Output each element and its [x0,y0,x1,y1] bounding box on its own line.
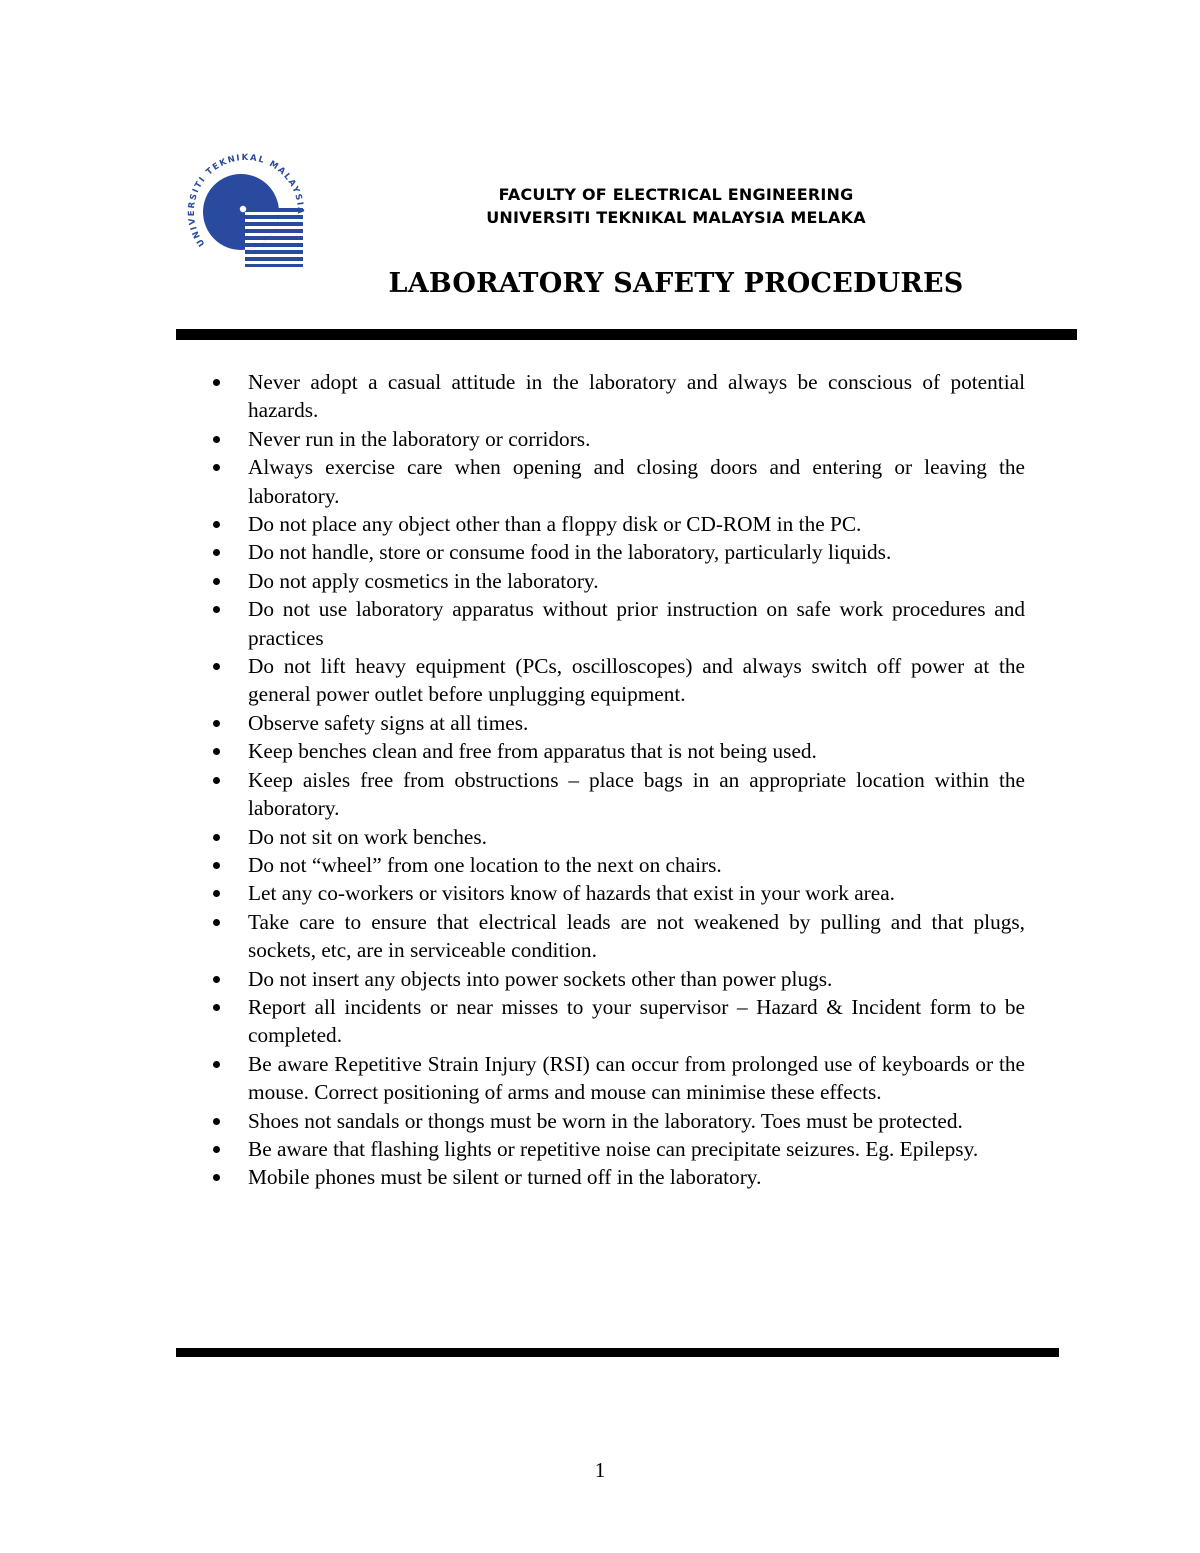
list-item [205,595,1025,652]
university-logo [183,152,307,276]
bullet-icon [213,1174,220,1181]
logo-stripes [245,208,303,267]
list-item-text: Always exercise care when opening and closing doors and entering or leaving the laboratory. [248,455,1025,508]
bullet-icon [213,890,220,897]
list-item-text: Be aware that flashing lights or repetitive noise can precipitate seizures. Eg. Epilepsy. [248,1136,979,1161]
list-item-text: Shoes not sandals or thongs must be worn in the laboratory. Toes must be protected. [248,1108,963,1133]
bullet-icon [213,862,220,869]
list-item [205,453,1025,510]
bottom-divider [176,1348,1059,1357]
list-item [205,1050,1025,1107]
list-item-text: Do not insert any objects into power sockets other than power plugs. [248,966,833,991]
list-item-text: Do not use laboratory apparatus without prior instruction on safe work procedures and practices [248,597,1025,650]
list-item-text: Keep benches clean and free from apparatus that is not being used. [248,739,817,764]
list-item [205,1107,1025,1135]
bullet-icon [213,748,220,755]
page-number: 1 [594,1458,606,1482]
list-item-text: Do not apply cosmetics in the laboratory. [248,568,599,593]
bullet-icon [213,919,220,926]
list-item-text: Never run in the laboratory or corridors. [248,426,591,451]
list-item [205,368,1025,425]
list-item-text: Observe safety signs at all times. [248,710,529,735]
page-title: LABORATORY SAFETY PROCEDURES [388,268,964,299]
list-item [205,1163,1025,1191]
list-item-text: Do not sit on work benches. [248,824,487,849]
bullet-icon [213,1146,220,1153]
list-item-text: Report all incidents or near misses to your supervisor – Hazard & Incident form to be completed. [248,994,1025,1048]
list-item [205,709,1025,737]
list-item [205,908,1025,965]
bullet-icon [213,976,220,983]
bullet-icon [213,464,220,471]
utem-logo-icon [183,152,307,276]
list-item [205,652,1025,709]
bullet-icon [213,436,220,443]
faculty-name: FACULTY OF ELECTRICAL ENGINEERING [498,185,854,204]
list-item-text: Do not handle, store or consume food in the laboratory, particularly liquids. [248,540,892,565]
bullet-icon [213,720,220,727]
list-item-text: Be aware Repetitive Strain Injury (RSI) can occur from prolonged use of keyboards or the mouse. Correct positioning of arms and mouse can minimise these effects. [248,1051,1025,1105]
list-item [205,766,1025,823]
list-item [205,510,1025,538]
bullet-icon [213,1004,220,1011]
list-item [205,1135,1025,1163]
list-item [205,737,1025,765]
list-item-text: Never adopt a casual attitude in the laboratory and always be conscious of potential hazards. [248,370,1025,423]
list-item-text: Take care to ensure that electrical leads are not weakened by pulling and that plugs, sockets, etc, are in serviceable condition. [248,909,1025,963]
list-item [205,538,1025,566]
bullet-icon [213,777,220,784]
list-item [205,567,1025,595]
bullet-icon [213,606,220,613]
list-item [205,879,1025,907]
list-item-text: Do not place any object other than a floppy disk or CD-ROM in the PC. [248,512,862,537]
bullet-icon [213,1118,220,1125]
university-name: UNIVERSITI TEKNIKAL MALAYSIA MELAKA [486,208,866,227]
bullet-icon [213,549,220,556]
bullet-icon [213,578,220,585]
list-item [205,425,1025,453]
list-item [205,851,1025,879]
bullet-icon [213,379,220,386]
list-item [205,965,1025,993]
top-divider [176,329,1077,340]
list-item-text: Do not “wheel” from one location to the next on chairs. [248,852,722,877]
list-item-text: Do not lift heavy equipment (PCs, oscilloscopes) and always switch off power at the general power outlet before unplugging equipment. [248,654,1025,707]
bullet-icon [213,521,220,528]
list-item-text: Mobile phones must be silent or turned off in the laboratory. [248,1165,762,1190]
bullet-icon [213,834,220,841]
logo-ring-text: UNIVERSITI TEKNIKAL MALAYSIA [186,152,306,249]
bullet-icon [213,1061,220,1068]
list-item [205,993,1025,1050]
list-item-text: Keep aisles free from obstructions – place bags in an appropriate location within the laboratory. [248,767,1025,821]
list-item-text: Let any co-workers or visitors know of hazards that exist in your work area. [248,881,895,906]
bullet-icon [213,663,220,670]
list-item [205,823,1025,851]
safety-procedures-list [205,368,1025,1192]
